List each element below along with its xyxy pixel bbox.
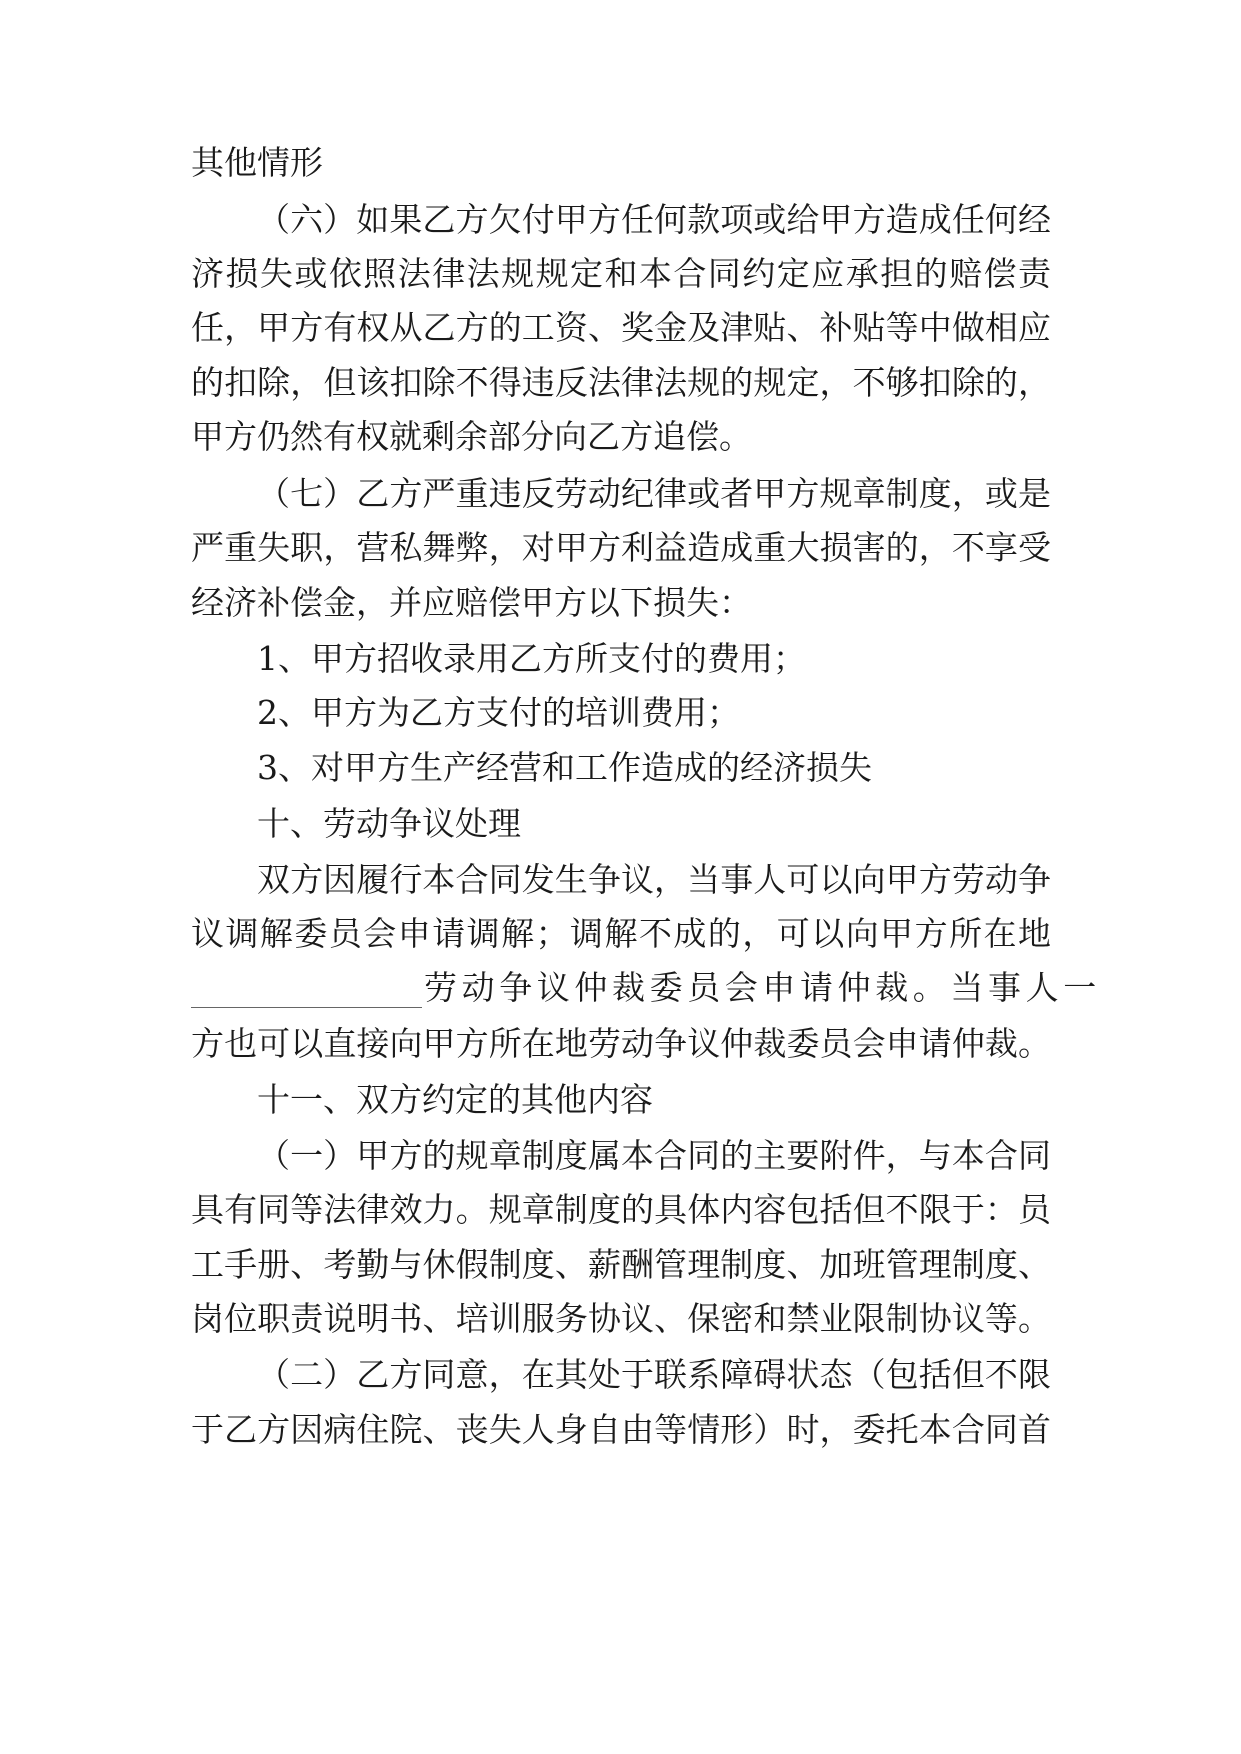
text-line: 其他情形 [191, 143, 323, 182]
text-line: 2、甲方为乙方支付的培训费用； [257, 693, 740, 732]
section-heading: 十、劳动争议处理 [257, 804, 521, 843]
text-line: 任，甲方有权从乙方的工资、奖金及津贴、补贴等中做相应 [191, 308, 1051, 347]
text-line: 岗位职责说明书、培训服务协议、保密和禁业限制协议等。 [191, 1299, 1051, 1338]
text-line: （二）乙方同意，在其处于联系障碍状态（包括但不限 [257, 1355, 1051, 1394]
text-line: 1、甲方招收录用乙方所支付的费用； [257, 639, 806, 678]
fill-in-blank[interactable] [191, 977, 422, 1008]
text-line: 的扣除，但该扣除不得违反法律法规的规定，不够扣除的， [191, 363, 1051, 402]
text-line: （六）如果乙方欠付甲方任何款项或给甲方造成任何经 [257, 200, 1051, 239]
text-line: 双方因履行本合同发生争议，当事人可以向甲方劳动争 [257, 860, 1051, 899]
blank-line [191, 968, 1101, 1008]
section-heading: 十一、双方约定的其他内容 [257, 1080, 653, 1119]
text-line: 工手册、考勤与休假制度、薪酬管理制度、加班管理制度、 [191, 1245, 1051, 1284]
text-line: （七）乙方严重违反劳动纪律或者甲方规章制度，或是 [257, 474, 1051, 513]
text-line: 3、对甲方生产经营和工作造成的经济损失 [257, 748, 872, 787]
text-line: 议调解委员会申请调解；调解不成的，可以向甲方所在地 [191, 914, 1051, 953]
text-line: 方也可以直接向甲方所在地劳动争议仲裁委员会申请仲裁。 [191, 1024, 1051, 1063]
text-line: 济损失或依照法律法规规定和本合同约定应承担的赔偿责 [191, 254, 1051, 293]
text-line: 经济补偿金，并应赔偿甲方以下损失： [191, 583, 752, 622]
text-line: 于乙方因病住院、丧失人身自由等情形）时，委托本合同首 [191, 1410, 1051, 1449]
text-line: 甲方仍然有权就剩余部分向乙方追偿。 [191, 417, 752, 456]
text-line: （一）甲方的规章制度属本合同的主要附件，与本合同 [257, 1136, 1051, 1175]
text-line: 具有同等法律效力。规章制度的具体内容包括但不限于：员 [191, 1190, 1051, 1229]
text-line: 劳动争议仲裁委员会申请仲裁。当事人一 [424, 968, 1101, 1007]
text-line: 严重失职，营私舞弊，对甲方利益造成重大损害的，不享受 [191, 528, 1051, 567]
